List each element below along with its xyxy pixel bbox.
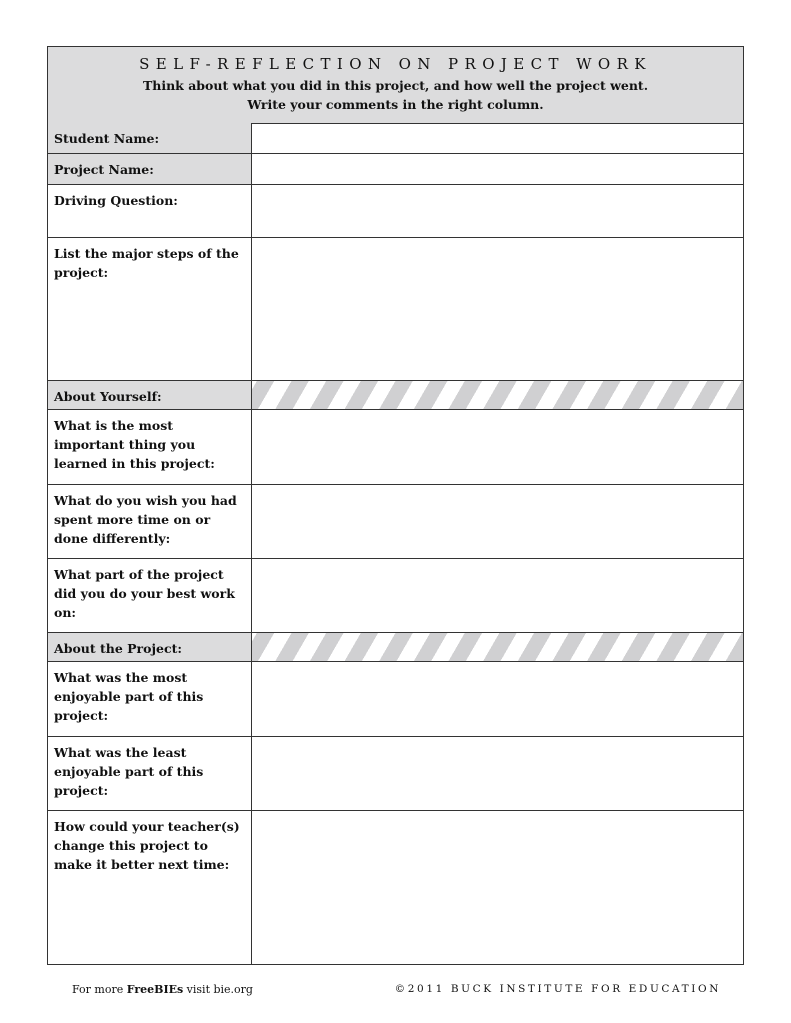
most-enjoyable-field[interactable]: [252, 662, 743, 736]
section-label: About the Project:: [48, 633, 252, 661]
row-label: Student Name:: [48, 123, 252, 153]
section-about-yourself: [48, 381, 743, 410]
row-wish-more-time: [48, 485, 743, 559]
footer-prefix: For more: [72, 983, 124, 996]
row-label: What do you wish you had spent more time on or done differently:: [48, 485, 252, 558]
section-stripe-band: [252, 633, 743, 661]
footer-freebies: [72, 983, 253, 996]
row-label: What part of the project did you do your best work on:: [48, 559, 252, 632]
instructions-line-2: Write your comments in the right column.: [247, 97, 544, 112]
best-work-field[interactable]: [252, 559, 743, 632]
footer-copyright: ©2011 BUCK INSTITUTE FOR EDUCATION: [394, 983, 721, 995]
row-teacher-improvements: [48, 811, 743, 964]
reflection-form: [47, 46, 744, 965]
row-label: What was the most enjoyable part of this project:: [48, 662, 252, 736]
row-student-name: [48, 123, 743, 154]
row-label: Project Name:: [48, 154, 252, 184]
row-label: List the major steps of the project:: [48, 238, 252, 380]
row-best-work: [48, 559, 743, 633]
row-most-enjoyable: [48, 662, 743, 737]
driving-question-field[interactable]: [252, 185, 743, 237]
section-about-project: [48, 633, 743, 662]
major-steps-field[interactable]: [252, 238, 743, 380]
teacher-improvements-field[interactable]: [252, 811, 743, 964]
row-most-important-learned: [48, 410, 743, 485]
form-title: SELF-REFLECTION ON PROJECT WORK: [139, 55, 652, 73]
footer-brand: FreeBIEs: [126, 983, 184, 996]
row-label: How could your teacher(s) change this project to make it better next time:: [48, 811, 252, 964]
row-project-name: [48, 154, 743, 185]
section-label: About Yourself:: [48, 381, 252, 409]
row-major-steps: [48, 238, 743, 381]
least-enjoyable-field[interactable]: [252, 737, 743, 810]
row-label: What is the most important thing you learned in this project:: [48, 410, 252, 484]
project-name-field[interactable]: [252, 154, 743, 184]
most-important-learned-field[interactable]: [252, 410, 743, 484]
row-least-enjoyable: [48, 737, 743, 811]
student-name-field[interactable]: [252, 123, 743, 153]
wish-more-time-field[interactable]: [252, 485, 743, 558]
section-stripe-band: [252, 381, 743, 409]
row-driving-question: [48, 185, 743, 238]
footer-link[interactable]: visit bie.org: [186, 983, 253, 996]
row-label: What was the least enjoyable part of this project:: [48, 737, 252, 810]
row-label: Driving Question:: [48, 185, 252, 237]
form-header: [48, 47, 743, 124]
instructions-line-1: Think about what you did in this project, and how well the project went.: [142, 78, 649, 93]
